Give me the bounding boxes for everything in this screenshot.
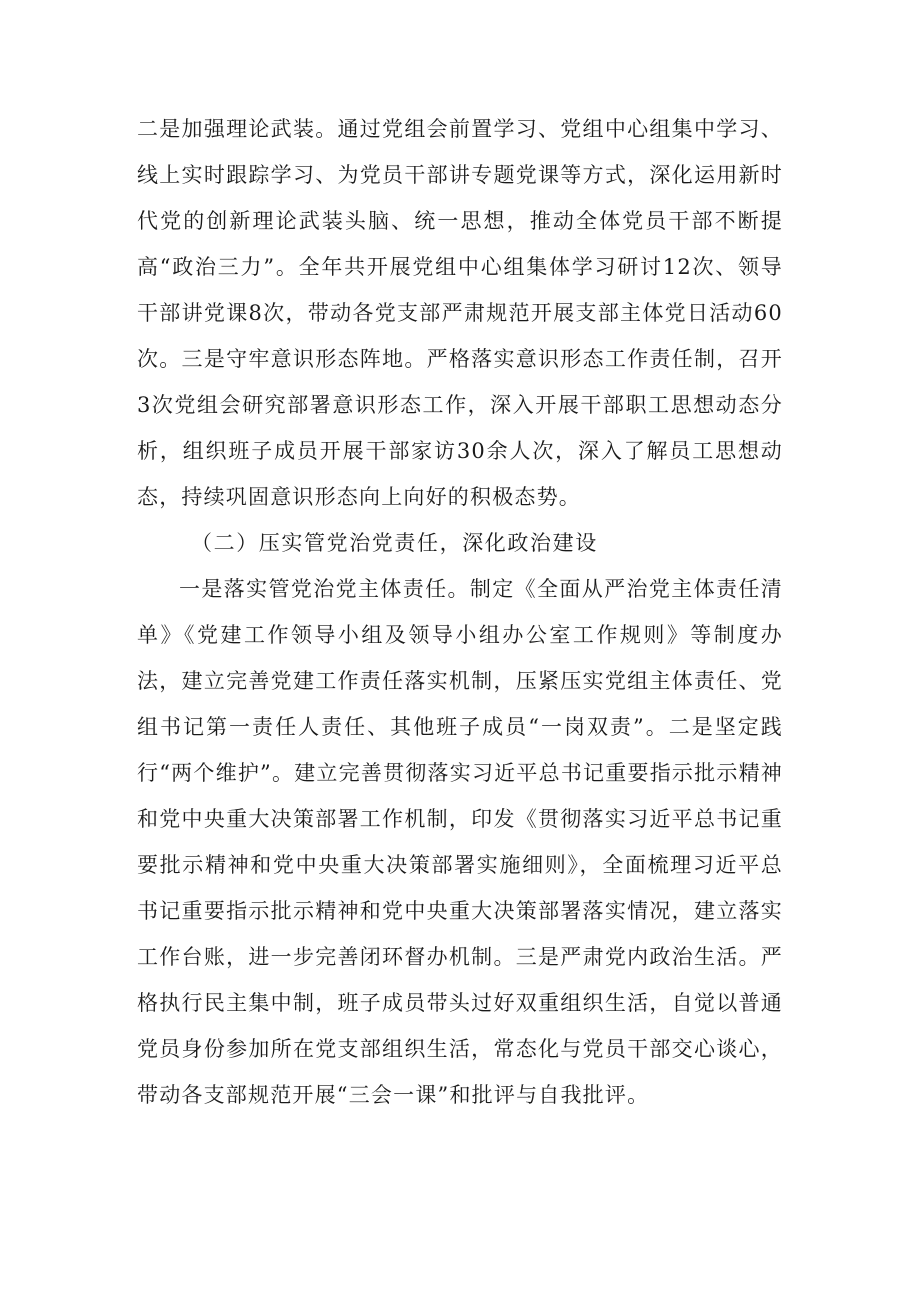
paragraph-theory-and-ideology: 二是加强理论武装。通过党组会前置学习、党组中心组集中学习、线上实时跟踪学习、为党员干部讲专题党课等方式，深化运用新时代党的创新理论武装头脑、统一思想，推动全体党员干部不断提高“政治三力”。全年共开展党组中心组集体学习研讨12次、领导干部讲党课8次，带动各党支部严肃规范开展支部主体党日活动60次。三是守牢意识形态阵地。严格落实意识形态工作责任制，召开3次党组会研究部署意识形态工作，深入开展干部职工思想动态分析，组织班子成员开展干部家访30余人次，深入了解员工思想动态，持续巩固意识形态向上向好的积极态势。 <box>137 117 783 509</box>
paragraph-party-responsibility: 一是落实管党治党主体责任。制定《全面从严治党主体责任清单》《党建工作领导小组及领导小组办公室工作规则》等制度办法，建立完善党建工作责任落实机制，压紧压实党组主体责任、党组书记第一责任人责任、其他班子成员“一岗双责”。二是坚定践行“两个维护”。建立完善贯彻落实习近平总书记重要指示批示精神和党中央重大决策部署工作机制，印发《贯彻落实习近平总书记重要批示精神和党中央重大决策部署实施细则》，全面梳理习近平总书记重要指示批示精神和党中央重大决策部署落实情况，建立落实工作台账，进一步完善闭环督办机制。三是严肃党内政治生活。严格执行民主集中制，班子成员带头过好双重组织生活，自觉以普通党员身份参加所在党支部组织生活，常态化与党员干部交心谈心，带动各支部规范开展“三会一课”和批评与自我批评。 <box>137 577 783 1107</box>
document-body <box>137 106 783 1118</box>
section-heading: （二）压实管党治党责任，深化政治建设 <box>191 531 598 555</box>
